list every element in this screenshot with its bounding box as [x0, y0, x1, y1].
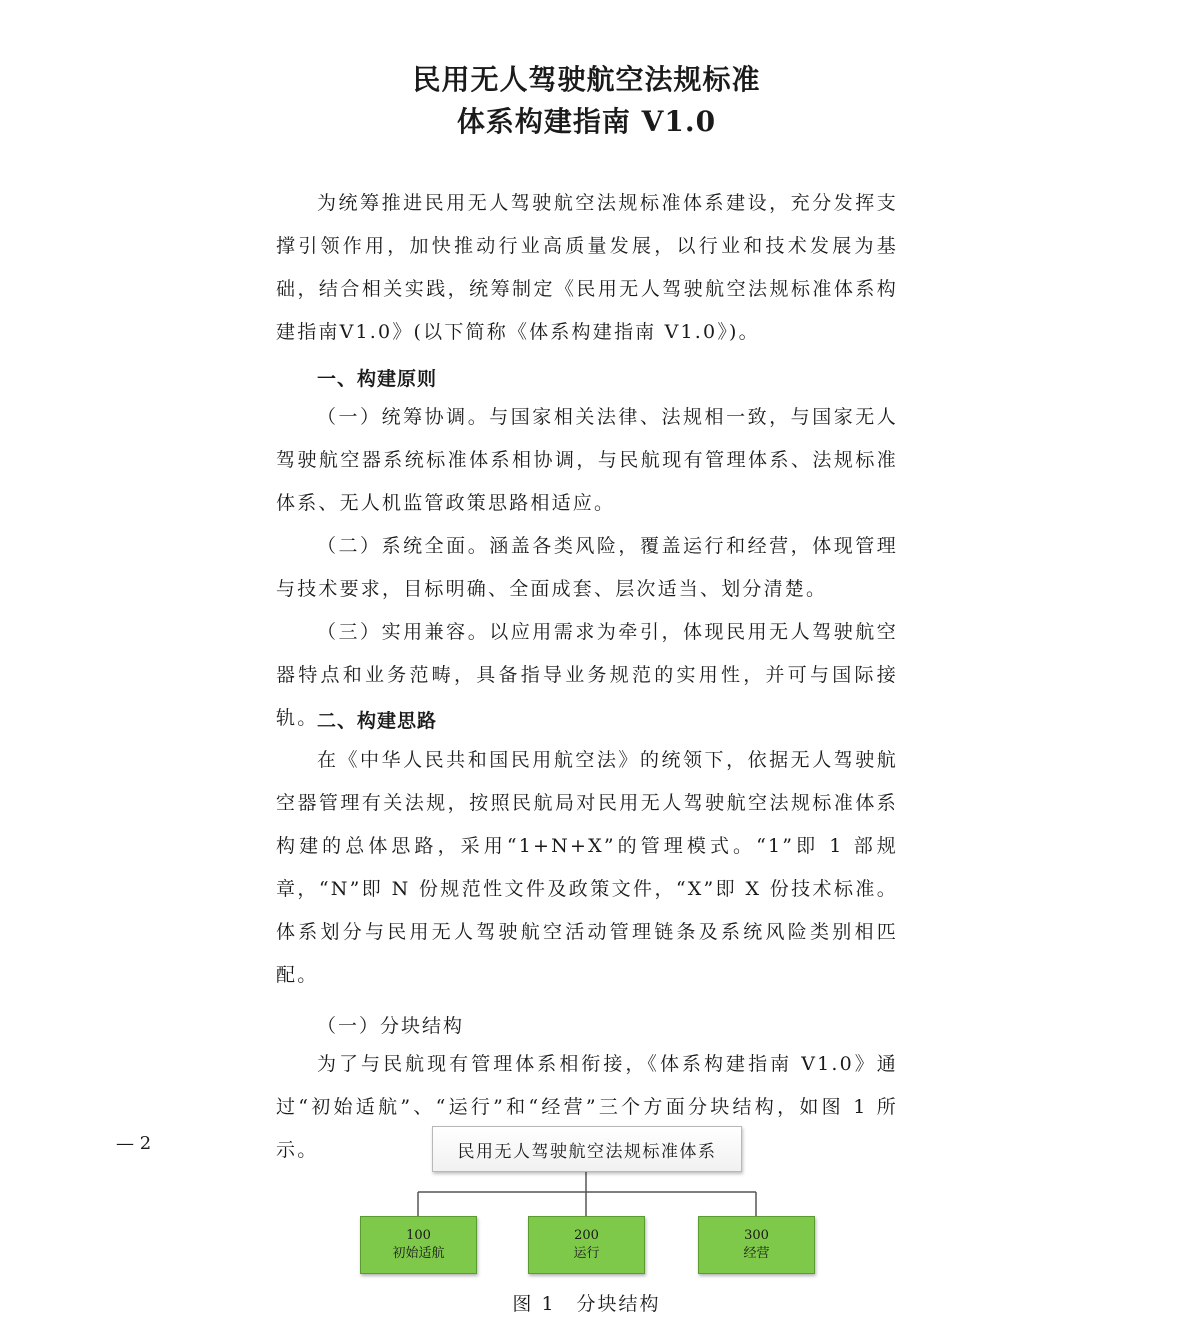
diagram-node-operation: [528, 1216, 645, 1274]
node-code: 100: [406, 1228, 431, 1243]
document-title-line1: 民用无人驾驶航空法规标准: [412, 63, 761, 96]
sub-heading-block-structure: （一）分块结构: [317, 1015, 465, 1037]
node-code: 200: [574, 1228, 599, 1243]
diagram-node-business: [698, 1216, 815, 1274]
principle-paragraph-3: （三）实用兼容。以应用需求为牵引，体现民用无人驾驶航空器特点和业务范畴，具备指导业务规范的实用性，并可与国际接轨。: [276, 621, 898, 729]
principle-paragraph-1: （一）统筹协调。与国家相关法律、法规相一致，与国家无人驾驶航空器系统标准体系相协调，与民航现有管理体系、法规标准体系、无人机监管政策思路相适应。: [276, 406, 898, 514]
document-title-line2: 体系构建指南 V1.0: [456, 105, 717, 138]
approach-paragraph: 在《中华人民共和国民用航空法》的统领下，依据无人驾驶航空器管理有关法规，按照民航局对民用无人驾驶航空法规标准体系构建的总体思路，采用“1+N+X”的管理模式。“1”即 1 部规章，“N”即 N 份规范性文件及政策文件，“X”即 X 份技术标准。体系划分与民用无人驾驶航空活动管理链条及系统风险类别相匹配。: [276, 749, 898, 986]
node-code: 300: [744, 1228, 769, 1243]
section-heading-principles: 一、构建原则: [317, 368, 438, 390]
block-structure-paragraph: 为了与民航现有管理体系相衔接，《体系构建指南 V1.0》通过“初始适航”、“运行”和“经营”三个方面分块结构，如图 1 所示。: [276, 1053, 898, 1161]
page-number: — 2: [116, 1133, 152, 1154]
intro-paragraph: 为统筹推进民用无人驾驶航空法规标准体系建设，充分发挥支撑引领作用，加快推动行业高质量发展，以行业和技术发展为基础，结合相关实践，统筹制定《民用无人驾驶航空法规标准体系构建指南V1.0》(以下简称《体系构建指南 V1.0》)。: [276, 192, 898, 343]
diagram-node-initial-airworthiness: [360, 1216, 477, 1274]
figure-caption: 图 1 分块结构: [512, 1293, 661, 1315]
node-label: 运行: [573, 1246, 600, 1261]
diagram-root-node: 民用无人驾驶航空法规标准体系: [432, 1126, 742, 1172]
node-label: 经营: [743, 1246, 770, 1261]
node-label: 初始适航: [392, 1246, 445, 1261]
section-heading-approach: 二、构建思路: [317, 710, 438, 732]
principle-paragraph-2: （二）系统全面。涵盖各类风险，覆盖运行和经营，体现管理与技术要求，目标明确、全面成套、层次适当、划分清楚。: [276, 535, 898, 600]
